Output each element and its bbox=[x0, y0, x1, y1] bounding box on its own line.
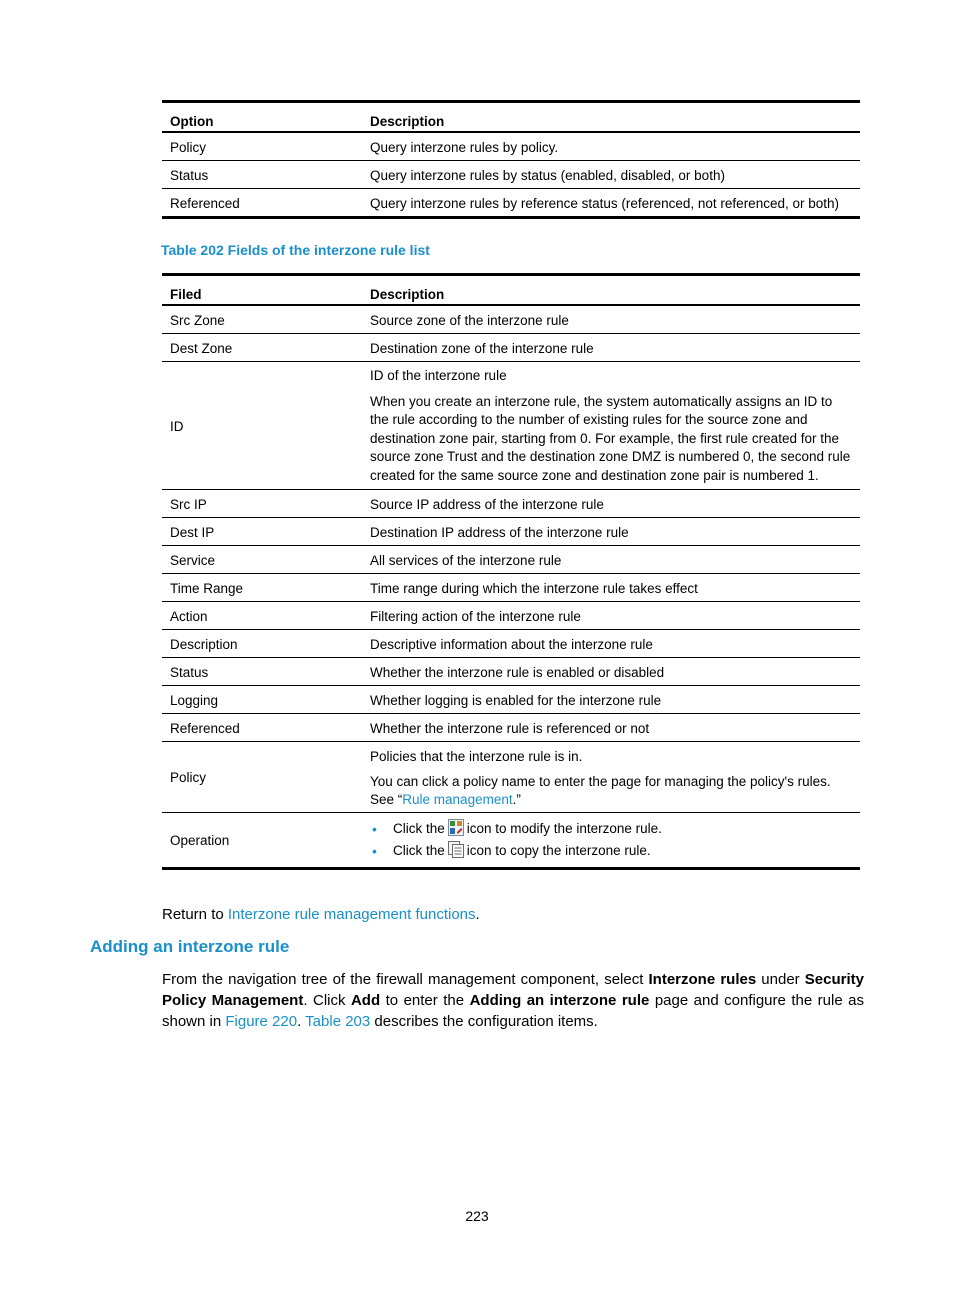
field-cell: Service bbox=[162, 545, 362, 573]
field-cell: Src IP bbox=[162, 489, 362, 517]
paragraph-text: page and configure the rule as shown in bbox=[162, 992, 864, 1030]
column-header: Description bbox=[362, 275, 860, 306]
description-text: You can click a policy name to enter the page for managing the policy's rules. See “ bbox=[370, 773, 831, 807]
page-number: 223 bbox=[465, 1208, 489, 1224]
table-row bbox=[162, 132, 860, 161]
field-cell: Dest Zone bbox=[162, 334, 362, 362]
paragraph-text: . bbox=[297, 1013, 306, 1030]
description-cell: Query interzone rules by reference status (referenced, not referenced, or both) bbox=[362, 189, 860, 218]
modify-icon bbox=[448, 819, 464, 836]
description-cell: Time range during which the interzone rule takes effect bbox=[362, 573, 860, 601]
column-header: Option bbox=[162, 102, 362, 133]
description-cell: Source zone of the interzone rule bbox=[370, 313, 569, 328]
column-header: Description bbox=[362, 102, 860, 133]
description-cell: Descriptive information about the interzone rule bbox=[362, 629, 860, 657]
bullet-text: Click the bbox=[393, 820, 445, 836]
table-header-row bbox=[162, 275, 860, 306]
return-text: . bbox=[475, 906, 480, 923]
table-header-row bbox=[162, 102, 860, 133]
table-row bbox=[162, 713, 860, 741]
field-cell: Dest IP bbox=[162, 517, 362, 545]
option-cell: Status bbox=[162, 161, 362, 189]
table-caption: Table 202 Fields of the interzone rule list bbox=[161, 242, 430, 258]
table-row bbox=[162, 812, 860, 868]
description-text: ID of the interzone rule bbox=[370, 368, 507, 383]
description-cell: All services of the interzone rule bbox=[362, 545, 860, 573]
copy-icon bbox=[448, 841, 464, 858]
table-row bbox=[162, 629, 860, 657]
column-header: Filed bbox=[162, 275, 362, 306]
field-cell: Status bbox=[162, 657, 362, 685]
description-cell: Destination IP address of the interzone rule bbox=[362, 517, 860, 545]
description-cell: Whether the interzone rule is referenced or not bbox=[362, 713, 860, 741]
table-row bbox=[162, 657, 860, 685]
paragraph-text: . Click bbox=[303, 992, 351, 1009]
description-cell: Filtering action of the interzone rule bbox=[362, 601, 860, 629]
option-cell: Referenced bbox=[162, 189, 362, 218]
bullet-text: icon to copy the interzone rule. bbox=[466, 842, 651, 858]
field-cell: Action bbox=[162, 601, 362, 629]
table-row bbox=[162, 741, 860, 812]
paragraph-text: under bbox=[756, 971, 805, 988]
bullet-text: Click the bbox=[393, 842, 445, 858]
table-row bbox=[162, 517, 860, 545]
operation-list bbox=[370, 818, 852, 862]
field-cell: Referenced bbox=[162, 713, 362, 741]
field-cell: Operation bbox=[162, 812, 362, 868]
emphasis-text: Adding an interzone rule bbox=[469, 992, 650, 1009]
figure-220-link[interactable]: Figure 220 bbox=[225, 1013, 298, 1030]
bullet-text: icon to modify the interzone rule. bbox=[466, 820, 662, 836]
table-row bbox=[162, 685, 860, 713]
field-cell: Logging bbox=[162, 685, 362, 713]
description-cell bbox=[362, 812, 860, 868]
field-cell: Policy bbox=[162, 741, 362, 812]
table-row bbox=[162, 573, 860, 601]
description-cell: Source IP address of the interzone rule bbox=[362, 489, 860, 517]
description-cell: Destination zone of the interzone rule bbox=[362, 334, 860, 362]
description-cell: Query interzone rules by status (enabled, disabled, or both) bbox=[362, 161, 860, 189]
table-row bbox=[162, 189, 860, 218]
option-cell: Policy bbox=[170, 140, 207, 155]
table-row bbox=[162, 161, 860, 189]
list-item bbox=[370, 818, 852, 840]
description-cell: Whether logging is enabled for the interzone rule bbox=[362, 685, 860, 713]
description-cell: Whether the interzone rule is enabled or disabled bbox=[362, 657, 860, 685]
emphasis-text: Add bbox=[350, 992, 381, 1009]
field-cell: ID bbox=[162, 362, 362, 490]
table-203-link[interactable]: Table 203 bbox=[305, 1013, 371, 1030]
field-cell: Time Range bbox=[162, 573, 362, 601]
options-table bbox=[162, 100, 860, 219]
table-row bbox=[162, 489, 860, 517]
paragraph-text: describes the configuration items. bbox=[370, 1013, 598, 1030]
table-row bbox=[162, 334, 860, 362]
return-line bbox=[162, 906, 480, 923]
description-text bbox=[370, 773, 852, 809]
return-text: Return to bbox=[162, 906, 228, 923]
table-row bbox=[162, 601, 860, 629]
table-row bbox=[162, 545, 860, 573]
section-heading: Adding an interzone rule bbox=[90, 937, 290, 956]
interzone-functions-link[interactable]: Interzone rule management functions bbox=[227, 906, 476, 923]
fields-table bbox=[162, 273, 860, 870]
field-cell: Description bbox=[162, 629, 362, 657]
description-cell bbox=[362, 741, 860, 812]
description-text: .” bbox=[512, 791, 521, 807]
description-cell bbox=[362, 362, 860, 490]
section-paragraph bbox=[162, 969, 864, 1032]
field-cell: Src Zone bbox=[170, 313, 225, 328]
description-cell: Query interzone rules by policy. bbox=[370, 140, 559, 155]
paragraph-text: From the navigation tree of the firewall management component, select bbox=[162, 971, 649, 988]
description-text: Policies that the interzone rule is in. bbox=[370, 748, 583, 764]
paragraph-text: to enter the bbox=[380, 992, 470, 1009]
description-text: When you create an interzone rule, the system automatically assigns an ID to the rule according to the number of existing rules for the source zone and destination zone pair, starting from 0. For example, the first rule created for the source zone Trust and the destination zone DMZ is numbered 0, the second rule created for the same source zone and destination zone pair is numbered 1. bbox=[370, 393, 851, 483]
table-row bbox=[162, 305, 860, 334]
rule-management-link[interactable]: Rule management bbox=[402, 791, 513, 807]
list-item bbox=[370, 840, 852, 862]
emphasis-text: Interzone rules bbox=[648, 971, 757, 988]
table-row bbox=[162, 362, 860, 490]
emphasis-text: Security Policy Management bbox=[162, 971, 864, 1009]
